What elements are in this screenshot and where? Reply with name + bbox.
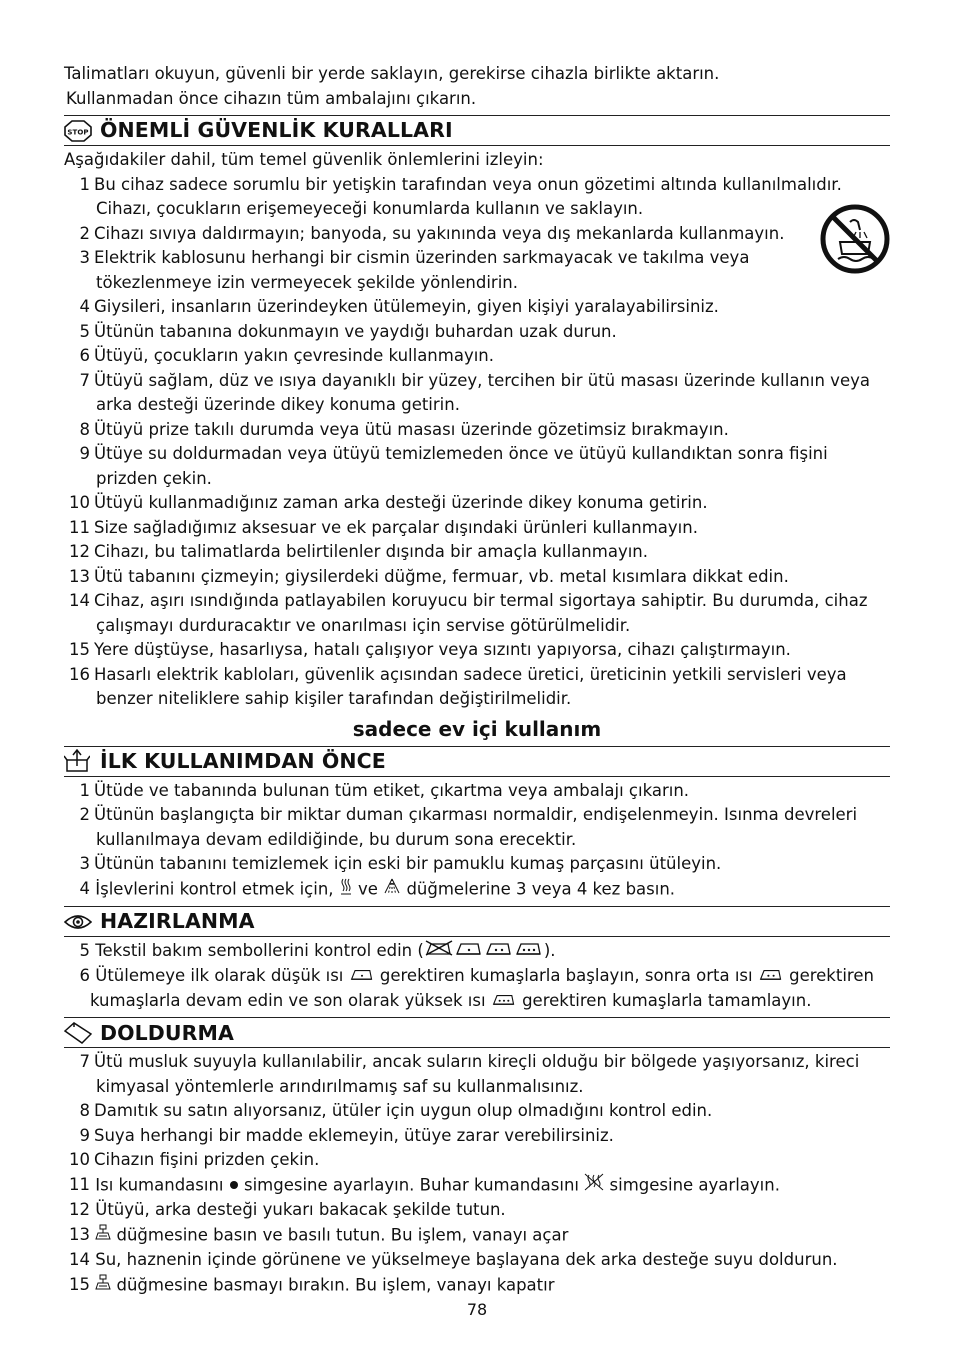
- item-number: 2: [79, 223, 90, 243]
- item-text: Ütüyü, çocukların yakın çevresinde kullanmayın.: [94, 346, 494, 365]
- item-number: 5: [79, 941, 90, 960]
- item-text: Cihazı, bu talimatlarda belirtilenler dışında bir amaçla kullanmayın.: [94, 542, 648, 561]
- item-text: Ütünün başlangıçta bir miktar duman çıkarması normaldir, endişelenmeyin. Isınma devreleri: [94, 805, 858, 824]
- first-use-title: İLK KULLANIMDAN ÖNCE: [100, 748, 386, 773]
- item-text: Cihazı, çocukların erişemeyeceği konumlarda kullanın ve saklayın.: [96, 199, 644, 218]
- stop-icon: [64, 116, 100, 145]
- item-number: 15: [69, 1274, 90, 1294]
- safety-title: ÖNEMLİ GÜVENLİK KURALLARI: [100, 118, 453, 143]
- spray-icon: [383, 877, 401, 903]
- safety-list: [64, 173, 890, 712]
- item-text: simgesine ayarlayın. Buhar kumandasını: [244, 1175, 580, 1194]
- list-item: [64, 1173, 890, 1199]
- list-item: [64, 418, 890, 443]
- preparation-heading: [64, 906, 890, 937]
- list-item: [64, 442, 890, 491]
- item-number: 14: [69, 591, 90, 610]
- household-only-note: sadece ev içi kullanım: [352, 716, 602, 741]
- list-item: [64, 964, 890, 1014]
- no-water-bath-icon: [820, 204, 890, 274]
- item-text: Ütünün tabanına dokunmayın ve yaydığı buhardan uzak durun.: [94, 321, 617, 341]
- item-text: prizden çekin.: [96, 468, 212, 488]
- list-item: [64, 295, 890, 320]
- filling-title: DOLDURMA: [100, 1020, 235, 1045]
- list-item: [64, 638, 890, 663]
- item-number: 11: [69, 1174, 90, 1194]
- item-number: 10: [69, 493, 90, 512]
- item-text: Ütüyü, arka desteği yukarı bakacak şekilde tutun.: [95, 1200, 506, 1220]
- iron-low-icon: [454, 939, 484, 964]
- item-text: çalışmayı durduracaktır ve onarılması için servise götürülmelidir.: [96, 615, 631, 635]
- item-number: 9: [79, 444, 90, 463]
- item-text: Ütüyü sağlam, düz ve ısıya dayanıklı bir yüzey, tercihen bir ütü masası üzerinde kullanın veya: [94, 370, 870, 390]
- item-number: 14: [69, 1250, 90, 1270]
- page-number: 78: [466, 1300, 488, 1319]
- item-text: gerektiren kumaşlarla tamamlayın.: [522, 990, 812, 1010]
- list-item: [64, 939, 890, 964]
- item-number: 11: [69, 517, 90, 537]
- list-item: [64, 779, 890, 804]
- safety-heading: [64, 115, 890, 146]
- item-number: 13: [69, 566, 90, 586]
- item-text: Damıtık su satın alıyorsanız, ütüler için uygun olup olmadığını kontrol edin.: [94, 1101, 713, 1121]
- list-item: [64, 1050, 890, 1099]
- item-number: 7: [79, 1052, 90, 1072]
- item-number: 7: [79, 370, 90, 390]
- item-number: 6: [79, 965, 90, 985]
- item-number: 1: [79, 780, 90, 800]
- list-item: [64, 320, 890, 345]
- item-text: düğmelerine 3 veya 4 kez basın.: [406, 878, 676, 898]
- list-item: [64, 246, 890, 295]
- item-number: 12: [69, 542, 90, 561]
- iron-high-icon: [491, 989, 517, 1014]
- item-text: Yere düştüyse, hasarlıysa, hatalı çalışıyor veya sızıntı yapıyorsa, cihazı çalıştırmayın.: [94, 640, 791, 659]
- item-text: tökezlenmeye izin vermeyecek şekilde yönlendirin.: [96, 272, 519, 292]
- item-number: 12: [69, 1200, 90, 1220]
- first-use-list: [64, 779, 890, 877]
- list-item: [64, 516, 890, 541]
- item-text: düğmesine basmayı bırakın. Bu işlem, vanayı kapatır: [116, 1275, 555, 1294]
- list-item: [64, 1273, 890, 1299]
- item-text: gerektiren kumaşlarla başlayın, sonra orta ısı: [379, 965, 753, 985]
- item-text: Ütünün tabanını temizlemek için eski bir pamuklu kumaş parçasını ütüleyin.: [94, 854, 722, 873]
- water-tank-icon: [64, 1018, 100, 1047]
- item-text: Su, haznenin içinde görünene ve yükselmeye başlayana dek arka desteğe suyu doldurun.: [95, 1250, 838, 1270]
- item-text: Ütülemeye ilk olarak düşük ısı: [95, 965, 344, 985]
- iron-high-icon: [514, 939, 544, 964]
- item-text: kimyasal yöntemlerle arındırılmamış saf su kullanmalısınız.: [96, 1076, 584, 1096]
- fill-valve-icon: [95, 1223, 111, 1249]
- list-item: [64, 852, 890, 877]
- item-number: 8: [79, 419, 90, 439]
- safety-lead: Aşağıdakiler dahil, tüm temel güvenlik önlemlerini izleyin:: [64, 150, 544, 169]
- item-number: 6: [79, 346, 90, 365]
- list-item: [64, 540, 890, 565]
- no-steam-icon: [584, 1173, 604, 1199]
- list-item: [64, 1099, 890, 1124]
- iron-low-icon: [349, 964, 375, 989]
- item-number: 9: [79, 1125, 90, 1145]
- filling-heading: [64, 1017, 890, 1048]
- steam-burst-icon: [339, 877, 353, 903]
- item-number: 10: [69, 1150, 90, 1170]
- unpack-box-icon: [64, 747, 100, 776]
- item-text: Elektrik kablosunu herhangi bir cismin üzerinden sarkmayacak ve takılma veya: [94, 248, 750, 267]
- item-text: Tekstil bakım sembollerini kontrol edin (: [95, 941, 424, 960]
- item-text: Suya herhangi bir madde eklemeyin, ütüye zarar verebilirsiniz.: [94, 1125, 614, 1145]
- list-item: [64, 344, 890, 369]
- item-text: Giysileri, insanların üzerindeyken ütülemeyin, giyen kişiyi yaralayabilirsiniz.: [94, 297, 719, 316]
- list-item: [64, 491, 890, 516]
- item-number: 4: [79, 878, 90, 898]
- item-text: Ütü musluk suyuyla kullanılabilir, ancak suların kireçli olduğu bir bölgede yaşıyorsanız, kireci: [94, 1052, 860, 1072]
- page-content: [64, 62, 890, 1298]
- item-text: Ütüyü kullanmadığınız zaman arka desteği üzerinde dikey konuma getirin.: [94, 493, 708, 512]
- item-number: 8: [79, 1101, 90, 1121]
- list-item: [64, 369, 890, 418]
- item-text: Cihazı sıvıya daldırmayın; banyoda, su yakınında veya dış mekanlarda kullanmayın.: [94, 223, 785, 243]
- item-text: Hasarlı elektrik kabloları, güvenlik açısından sadece üretici, üreticinin yetkili servisleri veya: [94, 664, 847, 684]
- list-item: [64, 565, 890, 590]
- item-text: Ütüyü prize takılı durumda veya ütü masası üzerinde gözetimsiz bırakmayın.: [94, 419, 729, 439]
- iron-medium-icon: [758, 964, 784, 989]
- list-item: [64, 663, 890, 712]
- list-item: [64, 1198, 890, 1223]
- item-text: benzer niteliklere sahip kişiler tarafından değiştirilmelidir.: [96, 689, 572, 708]
- svg-text:STOP: STOP: [67, 128, 89, 136]
- list-item: [64, 173, 890, 222]
- item-text: Size sağladığımız aksesuar ve ek parçalar dışındaki ürünleri kullanmayın.: [94, 517, 698, 537]
- item-text: Ütüye su doldurmadan veya ütüyü temizlemeden önce ve ütüyü kullandıktan sonra fişini: [94, 444, 828, 463]
- intro-line-2: Kullanmadan önce cihazın tüm ambalajını çıkarın.: [66, 88, 477, 108]
- item-text: Isı kumandasını: [95, 1175, 224, 1194]
- intro: [64, 62, 890, 111]
- eye-icon: [64, 907, 100, 936]
- iron-medium-icon: [484, 939, 514, 964]
- item-text: Cihazın fişini prizden çekin.: [94, 1150, 320, 1170]
- filling-list: [64, 1050, 890, 1173]
- item-number: 4: [79, 297, 90, 316]
- item-number: 1: [79, 174, 90, 194]
- item-number: 5: [79, 321, 90, 341]
- first-use-heading: [64, 746, 890, 777]
- item-number: 16: [69, 664, 90, 684]
- list-item: [64, 877, 890, 903]
- item-text: Cihaz, aşırı ısındığında patlayabilen koruyucu bir termal sigortaya sahiptir. Bu durumda, cihaz: [94, 591, 868, 610]
- item-number: 15: [69, 640, 90, 659]
- item-text: Ütü tabanını çizmeyin; giysilerdeki düğme, fermuar, vb. metal kısımlara dikkat edin.: [94, 566, 789, 586]
- list-item: [64, 1148, 890, 1173]
- item-text: arka desteği üzerinde dikey konuma getirin.: [96, 395, 460, 414]
- list-item: [64, 589, 890, 638]
- item-number: 3: [79, 854, 90, 873]
- item-number: 13: [69, 1224, 90, 1244]
- item-text: gerektiren: [789, 965, 874, 985]
- list-item: [64, 222, 890, 247]
- item-number: 2: [79, 805, 90, 824]
- intro-line-1: Talimatları okuyun, güvenli bir yerde saklayın, gerekirse cihazla birlikte aktarın.: [64, 64, 720, 83]
- list-item: [64, 803, 890, 852]
- list-item: [64, 1223, 890, 1249]
- fill-valve-icon: [95, 1273, 111, 1299]
- item-text: kumaşlarla devam edin ve son olarak yüksek ısı: [90, 990, 486, 1010]
- item-text: ).: [543, 941, 556, 960]
- preparation-title: HAZIRLANMA: [100, 909, 255, 934]
- dot-setting-icon: [229, 1173, 239, 1198]
- item-text: Bu cihaz sadece sorumlu bir yetişkin tarafından veya onun gözetimi altında kullanılmalıdır.: [94, 174, 842, 194]
- item-text: ve: [358, 878, 378, 898]
- item-text: kullanılmaya devam edildiğinde, bu durum sona erecektir.: [96, 829, 577, 849]
- item-text: simgesine ayarlayın.: [609, 1175, 780, 1194]
- item-text: Ütüde ve tabanında bulunan tüm etiket, çıkartma veya ambalajı çıkarın.: [94, 780, 690, 800]
- list-item: [64, 1124, 890, 1149]
- no-iron-icon: [424, 939, 454, 964]
- item-text: İşlevlerini kontrol etmek için,: [95, 878, 334, 898]
- list-item: [64, 1248, 890, 1273]
- item-number: 3: [79, 248, 90, 267]
- item-text: düğmesine basın ve basılı tutun. Bu işlem, vanayı açar: [116, 1225, 569, 1244]
